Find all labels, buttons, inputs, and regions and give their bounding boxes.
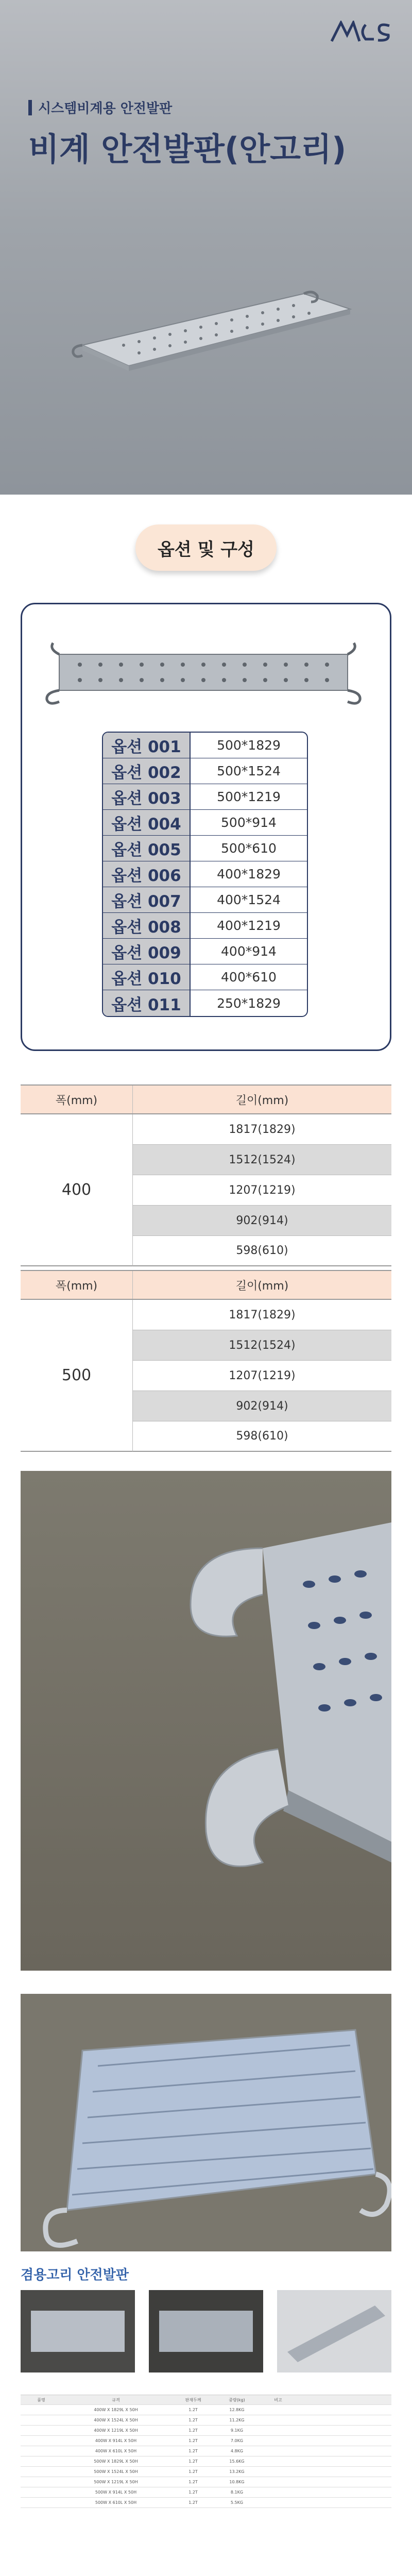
spec-row bbox=[21, 2436, 391, 2446]
spec-row bbox=[21, 2477, 391, 2487]
option-row bbox=[103, 964, 307, 990]
option-row bbox=[103, 784, 307, 810]
option-name: 옵션 009 bbox=[103, 939, 191, 964]
length-value: 598(610) bbox=[133, 1421, 391, 1452]
length-header: 길이(mm) bbox=[235, 1279, 289, 1293]
length-header: 길이(mm) bbox=[235, 1094, 289, 1107]
option-size: 400*1829 bbox=[217, 867, 281, 882]
spec-cell: 400W X 610L X 50H bbox=[95, 2449, 137, 2453]
length-value: 1817(1829) bbox=[133, 1114, 391, 1145]
spec-cell: 500W X 1524L X 50H bbox=[94, 2469, 138, 2474]
option-size: 500*1829 bbox=[217, 738, 281, 753]
spec-cell: 4.8KG bbox=[230, 2449, 244, 2453]
spec-cell: 10.8KG bbox=[229, 2480, 245, 2484]
option-size: 400*914 bbox=[221, 944, 277, 959]
length-value: 1512(1524) bbox=[133, 1145, 391, 1175]
option-size: 400*610 bbox=[221, 970, 277, 985]
hero-plank-image bbox=[62, 289, 360, 378]
spec-cell: 1.2T bbox=[188, 2418, 198, 2422]
options-plank-image bbox=[39, 634, 373, 713]
size-table-header bbox=[21, 1084, 391, 1114]
spec-cell: 1.2T bbox=[188, 2500, 198, 2505]
spec-cell: 1.2T bbox=[188, 2428, 198, 2433]
length-value: 1207(1219) bbox=[133, 1175, 391, 1206]
size-table-500 bbox=[21, 1270, 391, 1452]
spec-cell: 1.2T bbox=[188, 2480, 198, 2484]
option-name: 옵션 010 bbox=[103, 964, 191, 990]
width-value: 500 bbox=[21, 1300, 133, 1452]
option-size: 500*610 bbox=[221, 841, 277, 856]
option-row bbox=[103, 758, 307, 784]
option-row bbox=[103, 810, 307, 836]
option-size: 250*1829 bbox=[217, 995, 281, 1011]
spec-cell: 500W X 1829L X 50H bbox=[94, 2459, 138, 2464]
spec-row bbox=[21, 2467, 391, 2477]
spec-row bbox=[21, 2405, 391, 2415]
brand-logo bbox=[330, 21, 391, 45]
option-row bbox=[103, 913, 307, 939]
spec-row bbox=[21, 2498, 391, 2508]
gang-hook-photo-1 bbox=[21, 2290, 135, 2372]
option-name: 옵션 002 bbox=[103, 758, 191, 784]
spec-cell: 1.2T bbox=[188, 2459, 198, 2464]
spec-cell: 1.2T bbox=[188, 2408, 198, 2412]
option-row bbox=[103, 836, 307, 861]
option-name: 옵션 005 bbox=[103, 836, 191, 861]
spec-row bbox=[21, 2446, 391, 2456]
spec-row bbox=[21, 2456, 391, 2467]
spec-cell: 1.2T bbox=[188, 2490, 198, 2495]
option-name: 옵션 006 bbox=[103, 861, 191, 887]
option-size: 400*1219 bbox=[217, 918, 281, 933]
spec-row bbox=[21, 2487, 391, 2498]
option-name: 옵션 011 bbox=[103, 990, 191, 1016]
spec-row bbox=[21, 2415, 391, 2426]
spec-cell: 400W X 914L X 50H bbox=[95, 2438, 137, 2443]
gang-hook-photo-3 bbox=[277, 2290, 391, 2372]
spec-cell: 400W X 1524L X 50H bbox=[94, 2418, 138, 2422]
width-header: 폭(mm) bbox=[21, 1086, 133, 1113]
spec-table bbox=[21, 2395, 391, 2508]
option-name: 옵션 003 bbox=[103, 784, 191, 809]
spec-cell: 400W X 1829L X 50H bbox=[94, 2408, 138, 2412]
spec-cell: 15.6KG bbox=[229, 2459, 245, 2464]
hero-banner bbox=[0, 0, 412, 495]
spec-cell: 11.2KG bbox=[229, 2418, 245, 2422]
width-value: 400 bbox=[21, 1114, 133, 1266]
size-table-400 bbox=[21, 1084, 391, 1266]
option-row bbox=[103, 887, 307, 913]
option-row bbox=[103, 733, 307, 758]
length-value: 1512(1524) bbox=[133, 1330, 391, 1361]
options-heading: 옵션 및 구성 bbox=[135, 524, 277, 571]
width-header: 폭(mm) bbox=[21, 1271, 133, 1299]
spec-cell: 12.8KG bbox=[229, 2408, 245, 2412]
gang-hook-photo-2 bbox=[149, 2290, 263, 2372]
length-value: 598(610) bbox=[133, 1236, 391, 1266]
subtitle-bar bbox=[28, 100, 32, 115]
length-value: 902(914) bbox=[133, 1391, 391, 1421]
spec-cell: 9.1KG bbox=[230, 2428, 244, 2433]
length-value: 1207(1219) bbox=[133, 1361, 391, 1391]
product-photo-full bbox=[21, 1994, 391, 2251]
option-row bbox=[103, 990, 307, 1016]
spec-cell: 1.2T bbox=[188, 2469, 198, 2474]
option-size: 500*1524 bbox=[217, 764, 281, 778]
spec-cell: 13.2KG bbox=[229, 2469, 245, 2474]
spec-cell: 1.2T bbox=[188, 2449, 198, 2453]
spec-row bbox=[21, 2426, 391, 2436]
hero-subtitle bbox=[28, 98, 172, 117]
spec-table-header bbox=[21, 2395, 391, 2405]
option-name: 옵션 008 bbox=[103, 913, 191, 938]
spec-cell: 500W X 610L X 50H bbox=[95, 2500, 137, 2505]
spec-cell: 500W X 1219L X 50H bbox=[94, 2480, 138, 2484]
spec-header-cell: 품명 bbox=[37, 2397, 45, 2402]
spec-cell: 7.0KG bbox=[230, 2438, 244, 2443]
spec-cell: 8.1KG bbox=[230, 2490, 244, 2495]
length-value: 902(914) bbox=[133, 1206, 391, 1236]
hero-subtitle-text: 시스템비계용 안전발판 bbox=[38, 101, 173, 116]
option-name: 옵션 007 bbox=[103, 887, 191, 912]
spec-header-cell: 규격 bbox=[112, 2397, 120, 2402]
spec-header-cell: 판재두께 bbox=[185, 2397, 201, 2402]
option-size: 500*914 bbox=[221, 815, 277, 830]
option-row bbox=[103, 939, 307, 964]
spec-header-cell: 중량(kg) bbox=[229, 2397, 245, 2402]
spec-cell: 400W X 1219L X 50H bbox=[94, 2428, 138, 2433]
spec-cell: 500W X 914L X 50H bbox=[95, 2490, 137, 2495]
hero-title: 비계 안전발판(안고리) bbox=[28, 130, 347, 168]
option-name: 옵션 001 bbox=[103, 733, 191, 758]
size-table-header bbox=[21, 1270, 391, 1300]
product-photo-closeup bbox=[21, 1471, 391, 1971]
option-row bbox=[103, 861, 307, 887]
spec-cell: 5.5KG bbox=[230, 2500, 244, 2505]
spec-header-cell: 비고 bbox=[274, 2397, 282, 2402]
length-value: 1817(1829) bbox=[133, 1300, 391, 1330]
option-size: 400*1524 bbox=[217, 892, 281, 907]
option-name: 옵션 004 bbox=[103, 810, 191, 835]
option-size: 500*1219 bbox=[217, 789, 281, 804]
options-table bbox=[102, 732, 308, 1017]
gang-hook-title: 겸용고리 안전발판 bbox=[21, 2267, 129, 2283]
spec-cell: 1.2T bbox=[188, 2438, 198, 2443]
